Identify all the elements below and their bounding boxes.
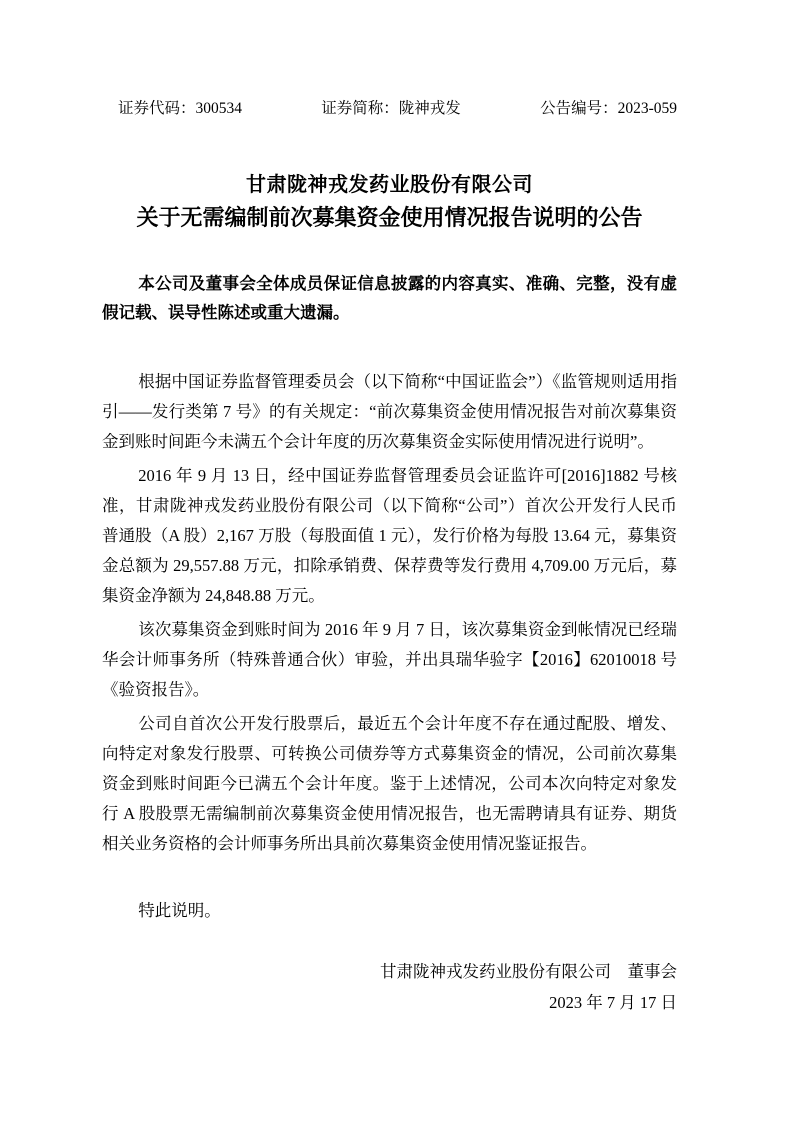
announcement-title: 关于无需编制前次募集资金使用情况报告说明的公告	[136, 205, 643, 230]
stock-short-name: 证券简称：陇神戎发	[321, 100, 461, 117]
signature-company: 甘肃陇神戎发药业股份有限公司 董事会	[380, 962, 677, 981]
closing-statement: 特此说明。	[138, 901, 221, 920]
signature-date: 2023 年 7 月 17 日	[549, 993, 677, 1012]
signature-block	[102, 956, 677, 1018]
paragraph-regulation-basis: 根据中国证券监督管理委员会（以下简称“中国证监会”）《监管规则适用指引——发行类第 7 号》的有关规定：“前次募集资金使用情况报告对前次募集资金到账时间距今未满五个会计年度的历次募集资金实际使用情况进行说明”。	[102, 372, 677, 451]
disclaimer-statement: 本公司及董事会全体成员保证信息披露的内容真实、准确、完整，没有虚假记载、误导性陈述或重大遗漏。	[102, 274, 677, 322]
paragraph-fund-verification: 该次募集资金到账时间为 2016 年 9 月 7 日，该次募集资金到帐情况已经瑞华会计师事务所（特殊普通合伙）审验，并出具瑞华验字【2016】62010018 号《验资报告》。	[102, 620, 677, 699]
paragraph-conclusion: 公司自首次公开发行股票后，最近五个会计年度不存在通过配股、增发、向特定对象发行股票、可转换公司债券等方式募集资金的情况，公司前次募集资金到账时间距今已满五个会计年度。鉴于上述情况，公司本次向特定对象发行 A 股股票无需编制前次募集资金使用情况报告，也无需聘请具有证券、期货相关业务资格的会计师事务所出具前次募集资金使用情况鉴证报告。	[102, 714, 677, 853]
paragraph-ipo-details: 2016 年 9 月 13 日，经中国证券监督管理委员会证监许可[2016]1882 号核准，甘肃陇神戎发药业股份有限公司（以下简称“公司”）首次公开发行人民币普通股（A 股）2,167 万股（每股面值 1 元），发行价格为每股 13.64 元，募集资金总额为 29,557.88 万元，扣除承销费、保荐费等发行费用 4,709.00 万元后，募集资金净额为 24,848.88 万元。	[102, 466, 677, 605]
document-header	[102, 99, 677, 119]
announcement-number: 公告编号：2023-059	[540, 100, 677, 117]
stock-code: 证券代码：300534	[118, 100, 243, 117]
company-name-title: 甘肃陇神戎发药业股份有限公司	[246, 174, 533, 196]
